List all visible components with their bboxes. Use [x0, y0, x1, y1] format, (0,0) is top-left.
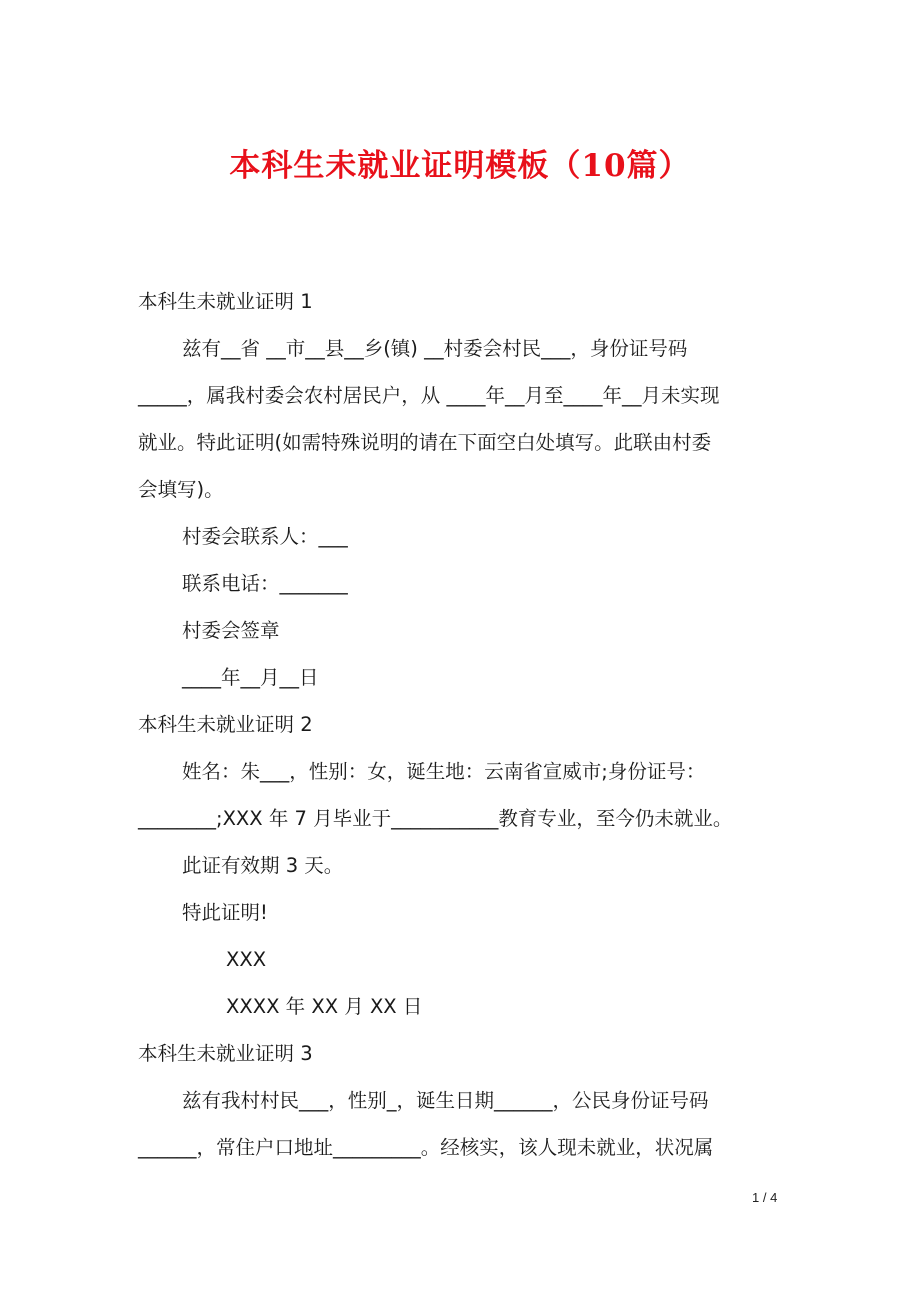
date-line: ____年__月__日: [182, 666, 319, 689]
contact-person-line: 村委会联系人：___: [182, 525, 348, 548]
closing-line: 特此证明!: [182, 901, 268, 924]
paragraph-line: 兹有__省 __市__县__乡(镇) __村委会村民___，身份证号码: [182, 337, 688, 360]
document-body: [138, 278, 788, 1171]
date-line: XXXX 年 XX 月 XX 日: [226, 995, 423, 1018]
seal-line: 村委会签章: [182, 619, 280, 642]
paragraph-line: 兹有我村村民___，性别_，诞生日期______，公民身份证号码: [182, 1089, 709, 1112]
paragraph-line: ______，常住户口地址_________。经核实，该人现未就业，状况属: [138, 1136, 714, 1159]
contact-phone-line: 联系电话：_______: [182, 572, 348, 595]
paragraph-line: 姓名：朱___，性别：女，诞生地：云南省宣威市;身份证号：: [182, 760, 706, 783]
page-number: 1 / 4: [752, 1190, 778, 1205]
section-heading: 本科生未就业证明 1: [138, 290, 313, 313]
paragraph-line: 就业。特此证明(如需特殊说明的请在下面空白处填写。此联由村委: [138, 431, 712, 454]
section-heading: 本科生未就业证明 3: [138, 1042, 313, 1065]
signer-line: XXX: [226, 948, 267, 971]
section-heading: 本科生未就业证明 2: [138, 713, 313, 736]
document-title: 本科生未就业证明模板（10篇）: [229, 148, 691, 184]
validity-line: 此证有效期 3 天。: [182, 854, 344, 877]
paragraph-line: _____，属我村委会农村居民户，从 ____年__月至____年__月未实现: [138, 384, 720, 407]
paragraph-line: ________;XXX 年 7 月毕业于___________教育专业，至今仍未就业。: [138, 807, 733, 830]
paragraph-line: 会填写)。: [138, 478, 224, 501]
